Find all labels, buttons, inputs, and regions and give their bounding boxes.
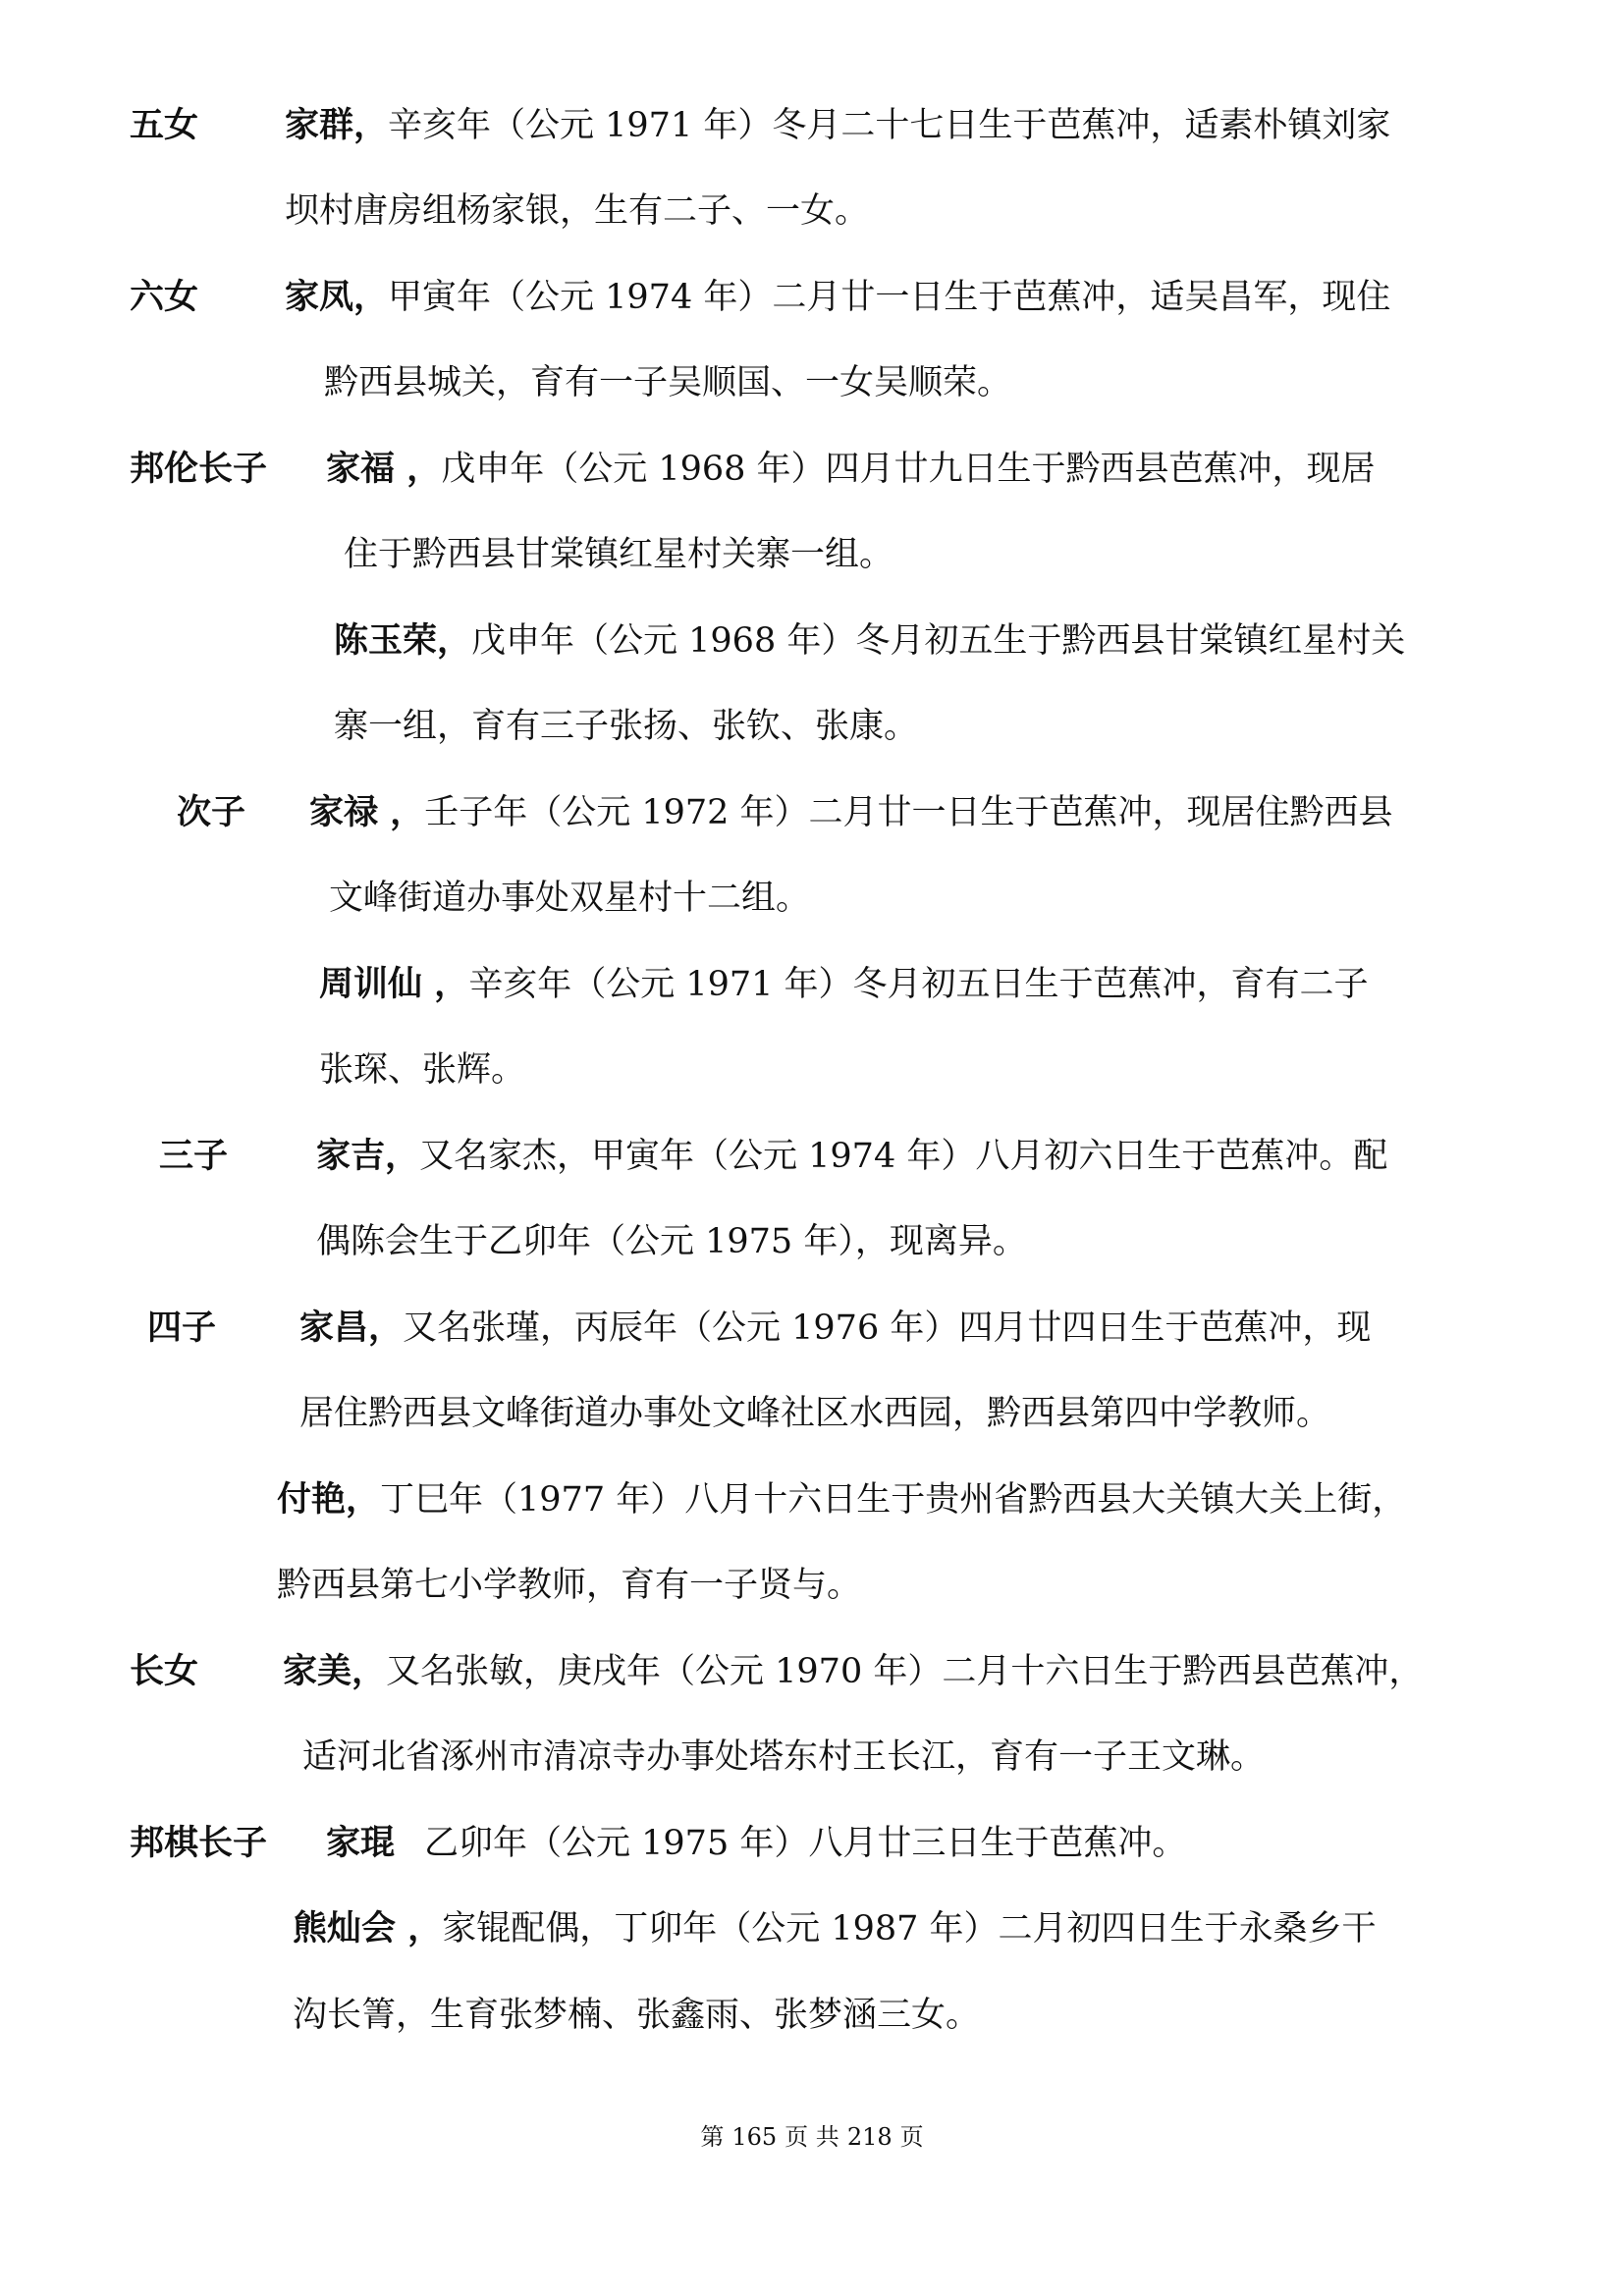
entry-line: 适河北省涿州市清凉寺办事处塔东村王长江，育有一子王文琳。 [302,1737,1266,1777]
entry-text: 又名张瑾，丙辰年（公元 1976 年）四月廿四日生于芭蕉冲，现 [403,1308,1372,1348]
entry-name: 陈玉荣， [334,620,472,661]
entry-line: 居住黔西县文峰街道办事处文峰社区水西园，黔西县第四中学教师。 [299,1394,1331,1433]
entry-role: 五女 [130,105,199,145]
entry-text: 甲寅年（公元 1974 年）二月廿一日生于芭蕉冲，适吴昌军，现住 [388,278,1391,317]
footer-mid: 页 共 [785,2123,839,2151]
entry-role: 四子 [147,1308,217,1348]
entry-line: 住于黔西县甘棠镇红星村关寨一组。 [344,535,894,574]
entry-text: 辛亥年（公元 1971 年）冬月初五日生于芭蕉冲，育有二子 [468,965,1369,1004]
entry-line [326,448,1376,491]
page-footer [0,2122,1624,2152]
entry-line: 张琛、张辉。 [319,1050,526,1090]
entry-line [299,1307,1371,1350]
entry-role: 长女 [130,1651,199,1691]
entry-line [293,1907,1377,1950]
entry-role: 六女 [130,277,199,317]
entry-role: 次子 [177,792,246,832]
entry-line: 寨一组，育有三子张扬、张钦、张康。 [334,707,919,746]
entry-line [316,1135,1387,1178]
entry-line: 偶陈会生于乙卯年（公元 1975 年），现离异。 [316,1222,1027,1261]
entry-name: 付艳， [277,1479,381,1520]
entry-text: 家锟配偶，丁卯年（公元 1987 年）二月初四日生于永桑乡干 [442,1909,1377,1949]
entry-name: 周训仙 ， [319,964,469,1004]
entry-text: 壬子年（公元 1972 年）二月廿一日生于芭蕉冲，现居住黔西县 [424,793,1393,832]
entry-text: 乙卯年（公元 1975 年）八月廿三日生于芭蕉冲。 [424,1824,1187,1863]
entry-line [277,1478,1406,1522]
entry-line: 沟长箐，生育张梦楠、张鑫雨、张梦涵三女。 [293,1996,981,2035]
entry-name: 家昌， [299,1308,404,1348]
entry-role: 邦伦长子 [130,449,268,489]
entry-line [326,1822,1186,1865]
entry-role: 邦棋长子 [130,1823,268,1863]
entry-text: 丁巳年（1977 年）八月十六日生于贵州省黔西县大关镇大关上街， [380,1480,1407,1520]
entry-line: 文峰街道办事处双星村十二组。 [329,879,811,918]
entry-line [319,963,1369,1006]
footer-suffix: 页 [899,2123,924,2151]
entry-line: 黔西县城关，育有一子吴顺国、一女吴顺荣。 [324,363,1012,402]
entry-role: 三子 [159,1136,229,1176]
entry-name: 家凤， [285,277,389,317]
entry-name: 家琨 [326,1823,396,1863]
footer-prefix: 第 [700,2123,725,2151]
entry-text: 辛亥年（公元 1971 年）冬月二十七日生于芭蕉冲，适素朴镇刘家 [388,106,1391,145]
entry-text: 又名家杰，甲寅年（公元 1974 年）八月初六日生于芭蕉冲。配 [419,1137,1388,1176]
entry-line: 坝村唐房组杨家银，生有二子、一女。 [285,191,870,231]
entry-line: 黔西县第七小学教师，育有一子贤与。 [277,1566,862,1605]
entry-line [283,1650,1423,1693]
entry-name: 家禄 ， [309,792,425,832]
entry-text: 戊申年（公元 1968 年）四月廿九日生于黔西县芭蕉冲，现居 [441,450,1376,489]
entry-line [285,104,1390,147]
entry-name: 家吉， [316,1136,420,1176]
entry-text: 戊申年（公元 1968 年）冬月初五生于黔西县甘棠镇红星村关 [471,621,1406,661]
entry-line [309,791,1393,834]
entry-name: 家福 ， [326,449,442,489]
entry-text: 又名张敏，庚戌年（公元 1970 年）二月十六日生于黔西县芭蕉冲， [386,1652,1424,1691]
entry-name: 家美， [283,1651,387,1691]
entry-name: 家群， [285,105,389,145]
entry-line [285,276,1390,319]
entry-name: 熊灿会 ， [293,1908,443,1949]
entry-line [334,619,1405,663]
total-pages: 218 [846,2123,893,2151]
page-number: 165 [731,2123,778,2151]
